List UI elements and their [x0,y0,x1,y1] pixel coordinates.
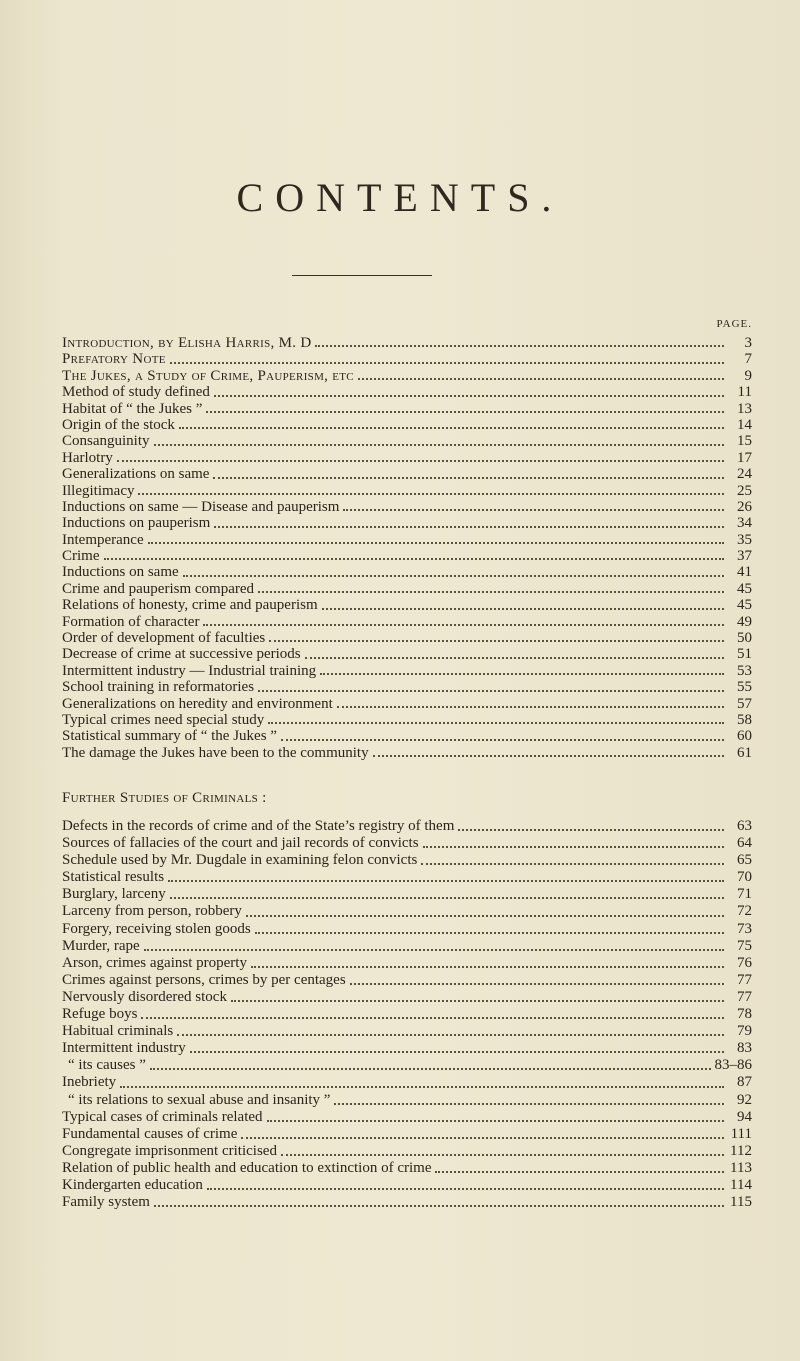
toc-entry-title: Forgery, receiving stolen goods [62,920,251,937]
toc-entry-page: 13 [737,400,752,417]
leader-dots [258,591,724,593]
leader-dots [255,932,724,934]
toc-entry [62,499,752,515]
toc-entry-title: Order of development of faculties [62,630,266,647]
toc-entry-page: 87 [737,1074,752,1091]
toc-entry-title: Arson, crimes against property [62,954,247,971]
toc-entry [62,450,752,466]
toc-entry-title: Larceny from person, robbery [62,903,242,920]
toc-entry-title: Family system [62,1194,150,1211]
toc-entry-page: 35 [737,531,752,548]
leader-dots [269,640,724,642]
leader-dots [138,493,724,495]
toc-entry [62,955,752,972]
toc-entry-title: Inductions on pauperism [62,515,211,532]
leader-dots [214,395,724,397]
leader-dots [435,1171,724,1173]
toc-entry-title: Schedule used by Mr. Dugdale in examining felon convicts [62,852,418,869]
leader-dots [267,1120,724,1122]
toc-entry [62,417,752,433]
toc-entry [62,368,752,384]
toc-entry-page: 14 [737,416,752,433]
leader-dots [246,915,724,917]
toc-entry-page: 83–86 [714,1057,752,1074]
leader-dots [315,345,724,347]
toc-entry-title: Introduction, by Elisha Harris, M. D [62,335,312,351]
toc-entry-title: Origin of the stock [62,416,175,433]
toc-entry [62,581,752,597]
leader-dots [322,608,724,610]
toc-entry [62,989,752,1006]
toc-entry-page: 77 [737,971,752,988]
toc-entry [62,696,752,712]
toc-entry-title: Inebriety [62,1074,117,1091]
toc-entry-page: 15 [737,433,752,450]
toc-entry-page: 70 [737,869,752,886]
toc-entry [62,903,752,920]
toc-entry-page: 78 [737,1006,752,1023]
toc-entry-title: The Jukes, a Study of Crime, Pauperism, etc [62,367,354,384]
toc-entry-title: Murder, rape [62,937,140,954]
toc-entry-page: 94 [737,1108,752,1125]
leader-dots [154,444,724,446]
toc-entry [62,614,752,630]
toc-entry [62,1177,752,1194]
toc-entry-page: 25 [737,482,752,499]
toc-entry-title: Habitual criminals [62,1023,174,1040]
toc-entry-title: The damage the Jukes have been to the community [62,744,369,761]
toc-entry-title: Inductions on same [62,564,179,581]
toc-entry [62,921,752,938]
toc-entry-page: 45 [737,580,752,597]
toc-entry-title: Habitat of “ the Jukes ” [62,400,203,417]
toc-entry-title: Kindergarten education [62,1176,203,1193]
leader-dots [251,966,724,968]
toc-entry [62,1109,752,1126]
leader-dots [281,739,724,741]
toc-entry-page: 63 [737,818,752,834]
toc-entry-title: Intermittent industry [62,1040,186,1057]
leader-dots [206,411,724,413]
leader-dots [423,846,724,848]
toc-entry-title: Inductions on same — Disease and pauperism [62,498,340,515]
leader-dots [258,690,724,692]
toc-entry [62,466,752,482]
toc-entry-title: School training in reformatories [62,679,255,696]
toc-entry-page: 55 [737,679,752,696]
toc-entry-page: 113 [730,1159,752,1176]
toc-entry [62,630,752,646]
toc-entry-page: 92 [737,1091,752,1108]
toc-entry-title: Generalizations on heredity and environment [62,695,333,712]
leader-dots [141,1017,724,1019]
page-column-heading: PAGE. [716,318,752,330]
leader-dots [214,526,724,528]
leader-dots [150,1068,711,1070]
toc-entry-title: Intermittent industry — Industrial training [62,662,317,679]
toc-entry-page: 17 [737,449,752,466]
toc-entry-page: 73 [737,920,752,937]
toc-entry-page: 60 [737,728,752,745]
toc-entry-title: “ its relations to sexual abuse and insanity ” [68,1091,331,1108]
leader-dots [213,477,724,479]
toc-entry-page: 111 [730,1125,752,1142]
toc-entry-page: 75 [737,937,752,954]
toc-entry [62,663,752,679]
toc-entry-title: Decrease of crime at successive periods [62,646,301,663]
toc-entry-page: 41 [737,564,752,581]
toc-entry-page: 77 [737,988,752,1005]
leader-dots [154,1205,724,1207]
toc-entry-page: 7 [744,351,752,368]
toc-entry [62,351,752,367]
toc-entry-title: Crime and pauperism compared [62,580,255,597]
toc-entry-page: 65 [737,852,752,869]
leader-dots [373,755,724,757]
toc-entry-page: 57 [737,695,752,712]
toc-entry-page: 79 [737,1023,752,1040]
toc-entry-title: Congregate imprisonment criticised [62,1142,277,1159]
toc-entry [62,564,752,580]
toc-entry [62,712,752,728]
leader-dots [281,1154,724,1156]
toc-entry [62,1126,752,1143]
toc-entry-title: Harlotry [62,449,113,466]
leader-dots [168,880,724,882]
toc-entry-title: Crimes against persons, crimes by per centages [62,971,346,988]
toc-entry [62,1074,752,1091]
toc-entry-title: Refuge boys [62,1006,138,1023]
toc-entry-title: Consanguinity [62,433,150,450]
leader-dots [207,1188,724,1190]
toc-entry [62,548,752,564]
toc-entry-page: 3 [744,335,752,351]
leader-dots [177,1034,724,1036]
leader-dots [337,706,724,708]
toc-entry-page: 53 [737,662,752,679]
leader-dots [241,1137,724,1139]
toc-entry [62,728,752,744]
toc-entry [62,646,752,662]
toc-entry [62,1006,752,1023]
toc-entry [62,433,752,449]
toc-entry-title: Method of study defined [62,384,210,401]
toc-entry-page: 49 [737,613,752,630]
toc-entry [62,1092,752,1109]
toc-entry [62,972,752,989]
toc-entry [62,818,752,835]
toc-entry-title: Burglary, larceny [62,886,166,903]
leader-dots [268,722,724,724]
leader-dots [320,673,724,675]
contents-list-main [62,335,752,761]
toc-entry [62,852,752,869]
leader-dots [358,378,724,380]
toc-entry-page: 83 [737,1040,752,1057]
toc-entry [62,886,752,903]
toc-entry-title: Statistical results [62,869,165,886]
toc-entry [62,1023,752,1040]
toc-entry-title: Illegitimacy [62,482,135,499]
toc-entry [62,597,752,613]
toc-entry-page: 64 [737,835,752,852]
leader-dots [421,863,724,865]
leader-dots [231,1000,724,1002]
page-title: CONTENTS. [236,175,564,220]
toc-entry-page: 114 [730,1176,752,1193]
toc-entry [62,401,752,417]
toc-entry [62,1143,752,1160]
toc-entry [62,384,752,400]
leader-dots [190,1051,724,1053]
toc-entry-page: 115 [730,1194,752,1211]
toc-entry-title: Formation of character [62,613,200,630]
toc-entry [62,335,752,351]
toc-entry-title: Sources of fallacies of the court and jail records of convicts [62,835,419,852]
toc-entry-page: 45 [737,597,752,614]
leader-dots [144,949,724,951]
leader-dots [183,575,724,577]
toc-entry-page: 61 [737,744,752,761]
leader-dots [117,460,724,462]
toc-entry-title: Relations of honesty, crime and pauperism [62,597,318,614]
toc-entry-page: 37 [737,548,752,565]
section-heading-further-studies: Further Studies of Criminals : [62,790,267,806]
toc-entry-title: Typical cases of criminals related [62,1108,263,1125]
toc-entry-page: 72 [737,903,752,920]
toc-entry-page: 50 [737,630,752,647]
toc-entry-title: Typical crimes need special study [62,711,265,728]
toc-entry-page: 51 [737,646,752,663]
toc-entry [62,869,752,886]
toc-entry [62,745,752,761]
toc-entry [62,515,752,531]
contents-list-further-studies [62,818,752,1211]
toc-entry-title: Defects in the records of crime and of the State’s registry of them [62,818,455,834]
toc-entry-page: 34 [737,515,752,532]
toc-entry-title: Fundamental causes of crime [62,1125,238,1142]
toc-entry-page: 11 [737,384,752,401]
leader-dots [343,509,724,511]
toc-entry-title: Statistical summary of “ the Jukes ” [62,728,277,745]
title-rule [292,275,432,276]
leader-dots [458,829,724,831]
leader-dots [104,558,725,560]
leader-dots [120,1086,724,1088]
leader-dots [334,1103,724,1105]
toc-entry-page: 112 [730,1142,752,1159]
toc-entry-title: Nervously disordered stock [62,988,227,1005]
toc-entry-title: Intemperance [62,531,144,548]
toc-entry-title: “ its causes ” [68,1057,146,1074]
toc-entry-page: 76 [737,954,752,971]
toc-entry-page: 26 [737,498,752,515]
toc-entry [62,483,752,499]
toc-entry-page: 58 [737,711,752,728]
toc-entry [62,679,752,695]
toc-entry-title: Crime [62,548,100,565]
toc-entry-title: Prefatory Note [62,351,166,368]
leader-dots [305,657,724,659]
toc-entry [62,1057,752,1074]
leader-dots [350,983,724,985]
leader-dots [179,427,724,429]
leader-dots [170,897,724,899]
leader-dots [203,624,724,626]
toc-entry-page: 9 [744,367,752,384]
toc-entry [62,532,752,548]
leader-dots [148,542,724,544]
leader-dots [170,362,724,364]
toc-entry [62,1194,752,1211]
toc-entry [62,1160,752,1177]
toc-entry [62,835,752,852]
toc-entry-title: Generalizations on same [62,466,210,483]
toc-entry [62,938,752,955]
toc-entry-page: 24 [737,466,752,483]
toc-entry-page: 71 [737,886,752,903]
toc-entry-title: Relation of public health and education to extinction of crime [62,1159,432,1176]
toc-entry [62,1040,752,1057]
